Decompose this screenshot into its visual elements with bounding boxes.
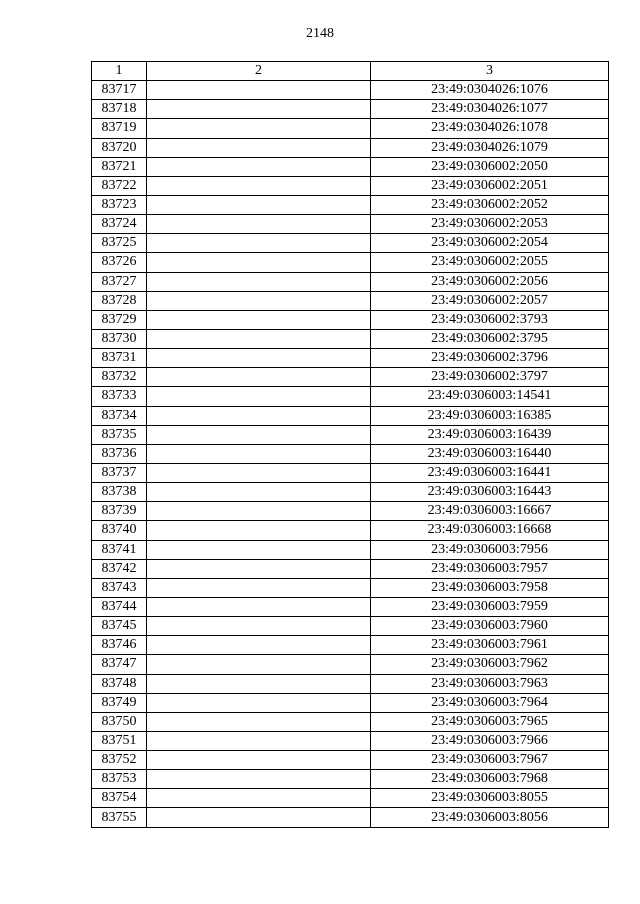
description-cell bbox=[147, 100, 371, 119]
header-row bbox=[92, 62, 609, 81]
description-cell bbox=[147, 253, 371, 272]
row-number-cell: 83754 bbox=[92, 789, 147, 808]
description-cell bbox=[147, 521, 371, 540]
cadastral-number-cell: 23:49:0306003:16439 bbox=[371, 425, 609, 444]
table-row bbox=[92, 693, 609, 712]
cadastral-number-cell: 23:49:0306003:7956 bbox=[371, 540, 609, 559]
registry-table bbox=[91, 61, 609, 828]
table-row bbox=[92, 329, 609, 348]
cadastral-number-cell: 23:49:0306003:7958 bbox=[371, 578, 609, 597]
description-cell bbox=[147, 157, 371, 176]
row-number-cell: 83745 bbox=[92, 617, 147, 636]
column-header-3: 3 bbox=[371, 62, 609, 81]
row-number-cell: 83746 bbox=[92, 636, 147, 655]
column-header-2: 2 bbox=[147, 62, 371, 81]
table-row bbox=[92, 368, 609, 387]
cadastral-number-cell: 23:49:0306003:16668 bbox=[371, 521, 609, 540]
cadastral-number-cell: 23:49:0306003:7965 bbox=[371, 712, 609, 731]
table-row bbox=[92, 310, 609, 329]
table-row bbox=[92, 578, 609, 597]
table-row bbox=[92, 463, 609, 482]
table-row bbox=[92, 138, 609, 157]
cadastral-number-cell: 23:49:0306003:7961 bbox=[371, 636, 609, 655]
description-cell bbox=[147, 483, 371, 502]
row-number-cell: 83742 bbox=[92, 559, 147, 578]
cadastral-number-cell: 23:49:0306003:7957 bbox=[371, 559, 609, 578]
cadastral-number-cell: 23:49:0304026:1076 bbox=[371, 81, 609, 100]
row-number-cell: 83743 bbox=[92, 578, 147, 597]
cadastral-number-cell: 23:49:0304026:1079 bbox=[371, 138, 609, 157]
row-number-cell: 83723 bbox=[92, 195, 147, 214]
table-row bbox=[92, 483, 609, 502]
row-number-cell: 83737 bbox=[92, 463, 147, 482]
row-number-cell: 83740 bbox=[92, 521, 147, 540]
table-row bbox=[92, 712, 609, 731]
cadastral-number-cell: 23:49:0306002:2055 bbox=[371, 253, 609, 272]
row-number-cell: 83752 bbox=[92, 751, 147, 770]
description-cell bbox=[147, 540, 371, 559]
row-number-cell: 83732 bbox=[92, 368, 147, 387]
row-number-cell: 83717 bbox=[92, 81, 147, 100]
cadastral-number-cell: 23:49:0306003:16443 bbox=[371, 483, 609, 502]
cadastral-number-cell: 23:49:0306002:2054 bbox=[371, 234, 609, 253]
cadastral-number-cell: 23:49:0304026:1078 bbox=[371, 119, 609, 138]
table-row bbox=[92, 540, 609, 559]
cadastral-number-cell: 23:49:0306003:7967 bbox=[371, 751, 609, 770]
cadastral-number-cell: 23:49:0306003:7960 bbox=[371, 617, 609, 636]
table-row bbox=[92, 617, 609, 636]
row-number-cell: 83718 bbox=[92, 100, 147, 119]
row-number-cell: 83725 bbox=[92, 234, 147, 253]
cadastral-number-cell: 23:49:0306003:7966 bbox=[371, 731, 609, 750]
description-cell bbox=[147, 655, 371, 674]
description-cell bbox=[147, 272, 371, 291]
cadastral-number-cell: 23:49:0306002:3793 bbox=[371, 310, 609, 329]
row-number-cell: 83739 bbox=[92, 502, 147, 521]
cadastral-number-cell: 23:49:0306003:7964 bbox=[371, 693, 609, 712]
cadastral-number-cell: 23:49:0306003:16440 bbox=[371, 444, 609, 463]
description-cell bbox=[147, 808, 371, 827]
row-number-cell: 83753 bbox=[92, 770, 147, 789]
row-number-cell: 83719 bbox=[92, 119, 147, 138]
description-cell bbox=[147, 387, 371, 406]
table-row bbox=[92, 234, 609, 253]
description-cell bbox=[147, 597, 371, 616]
page-number: 2148 bbox=[306, 26, 334, 41]
description-cell bbox=[147, 444, 371, 463]
row-number-cell: 83749 bbox=[92, 693, 147, 712]
cadastral-number-cell: 23:49:0306003:7963 bbox=[371, 674, 609, 693]
table-row bbox=[92, 559, 609, 578]
row-number-cell: 83722 bbox=[92, 176, 147, 195]
table-row bbox=[92, 349, 609, 368]
description-cell bbox=[147, 789, 371, 808]
description-cell bbox=[147, 138, 371, 157]
table-row bbox=[92, 808, 609, 827]
cadastral-number-cell: 23:49:0306002:3797 bbox=[371, 368, 609, 387]
description-cell bbox=[147, 329, 371, 348]
description-cell bbox=[147, 176, 371, 195]
table-row bbox=[92, 770, 609, 789]
cadastral-number-cell: 23:49:0306003:16441 bbox=[371, 463, 609, 482]
description-cell bbox=[147, 559, 371, 578]
cadastral-number-cell: 23:49:0306002:3796 bbox=[371, 349, 609, 368]
table-row bbox=[92, 636, 609, 655]
table-row bbox=[92, 215, 609, 234]
table-row bbox=[92, 406, 609, 425]
description-cell bbox=[147, 425, 371, 444]
cadastral-number-cell: 23:49:0306003:8056 bbox=[371, 808, 609, 827]
column-header-1: 1 bbox=[92, 62, 147, 81]
table-row bbox=[92, 119, 609, 138]
table-row bbox=[92, 674, 609, 693]
table-row bbox=[92, 253, 609, 272]
cadastral-number-cell: 23:49:0306002:2050 bbox=[371, 157, 609, 176]
row-number-cell: 83738 bbox=[92, 483, 147, 502]
cadastral-number-cell: 23:49:0304026:1077 bbox=[371, 100, 609, 119]
cadastral-number-cell: 23:49:0306002:2053 bbox=[371, 215, 609, 234]
row-number-cell: 83744 bbox=[92, 597, 147, 616]
row-number-cell: 83751 bbox=[92, 731, 147, 750]
row-number-cell: 83748 bbox=[92, 674, 147, 693]
description-cell bbox=[147, 751, 371, 770]
description-cell bbox=[147, 731, 371, 750]
description-cell bbox=[147, 770, 371, 789]
table-row bbox=[92, 444, 609, 463]
row-number-cell: 83741 bbox=[92, 540, 147, 559]
description-cell bbox=[147, 502, 371, 521]
cadastral-number-cell: 23:49:0306003:7959 bbox=[371, 597, 609, 616]
table-row bbox=[92, 176, 609, 195]
row-number-cell: 83721 bbox=[92, 157, 147, 176]
table-row bbox=[92, 291, 609, 310]
row-number-cell: 83724 bbox=[92, 215, 147, 234]
row-number-cell: 83731 bbox=[92, 349, 147, 368]
description-cell bbox=[147, 119, 371, 138]
description-cell bbox=[147, 195, 371, 214]
cadastral-number-cell: 23:49:0306002:2052 bbox=[371, 195, 609, 214]
description-cell bbox=[147, 578, 371, 597]
description-cell bbox=[147, 617, 371, 636]
cadastral-number-cell: 23:49:0306003:7962 bbox=[371, 655, 609, 674]
table-row bbox=[92, 521, 609, 540]
row-number-cell: 83727 bbox=[92, 272, 147, 291]
description-cell bbox=[147, 674, 371, 693]
cadastral-number-cell: 23:49:0306002:3795 bbox=[371, 329, 609, 348]
description-cell bbox=[147, 636, 371, 655]
table-row bbox=[92, 387, 609, 406]
table-row bbox=[92, 272, 609, 291]
row-number-cell: 83735 bbox=[92, 425, 147, 444]
row-number-cell: 83747 bbox=[92, 655, 147, 674]
cadastral-number-cell: 23:49:0306002:2056 bbox=[371, 272, 609, 291]
table-row bbox=[92, 789, 609, 808]
description-cell bbox=[147, 215, 371, 234]
description-cell bbox=[147, 406, 371, 425]
description-cell bbox=[147, 81, 371, 100]
cadastral-number-cell: 23:49:0306003:7968 bbox=[371, 770, 609, 789]
row-number-cell: 83720 bbox=[92, 138, 147, 157]
cadastral-number-cell: 23:49:0306003:16385 bbox=[371, 406, 609, 425]
cadastral-number-cell: 23:49:0306003:8055 bbox=[371, 789, 609, 808]
row-number-cell: 83755 bbox=[92, 808, 147, 827]
row-number-cell: 83734 bbox=[92, 406, 147, 425]
table-row bbox=[92, 597, 609, 616]
table-body bbox=[92, 81, 609, 827]
description-cell bbox=[147, 310, 371, 329]
table-row bbox=[92, 157, 609, 176]
row-number-cell: 83729 bbox=[92, 310, 147, 329]
table-row bbox=[92, 751, 609, 770]
description-cell bbox=[147, 693, 371, 712]
description-cell bbox=[147, 349, 371, 368]
row-number-cell: 83730 bbox=[92, 329, 147, 348]
table-row bbox=[92, 731, 609, 750]
cadastral-number-cell: 23:49:0306003:14541 bbox=[371, 387, 609, 406]
table-row bbox=[92, 655, 609, 674]
table-row bbox=[92, 502, 609, 521]
description-cell bbox=[147, 291, 371, 310]
table-row bbox=[92, 100, 609, 119]
cadastral-number-cell: 23:49:0306002:2051 bbox=[371, 176, 609, 195]
table-row bbox=[92, 81, 609, 100]
cadastral-number-cell: 23:49:0306003:16667 bbox=[371, 502, 609, 521]
row-number-cell: 83726 bbox=[92, 253, 147, 272]
cadastral-number-cell: 23:49:0306002:2057 bbox=[371, 291, 609, 310]
row-number-cell: 83733 bbox=[92, 387, 147, 406]
row-number-cell: 83750 bbox=[92, 712, 147, 731]
table-row bbox=[92, 425, 609, 444]
row-number-cell: 83728 bbox=[92, 291, 147, 310]
table-row bbox=[92, 195, 609, 214]
description-cell bbox=[147, 463, 371, 482]
description-cell bbox=[147, 368, 371, 387]
row-number-cell: 83736 bbox=[92, 444, 147, 463]
table-header bbox=[92, 62, 609, 81]
description-cell bbox=[147, 234, 371, 253]
description-cell bbox=[147, 712, 371, 731]
